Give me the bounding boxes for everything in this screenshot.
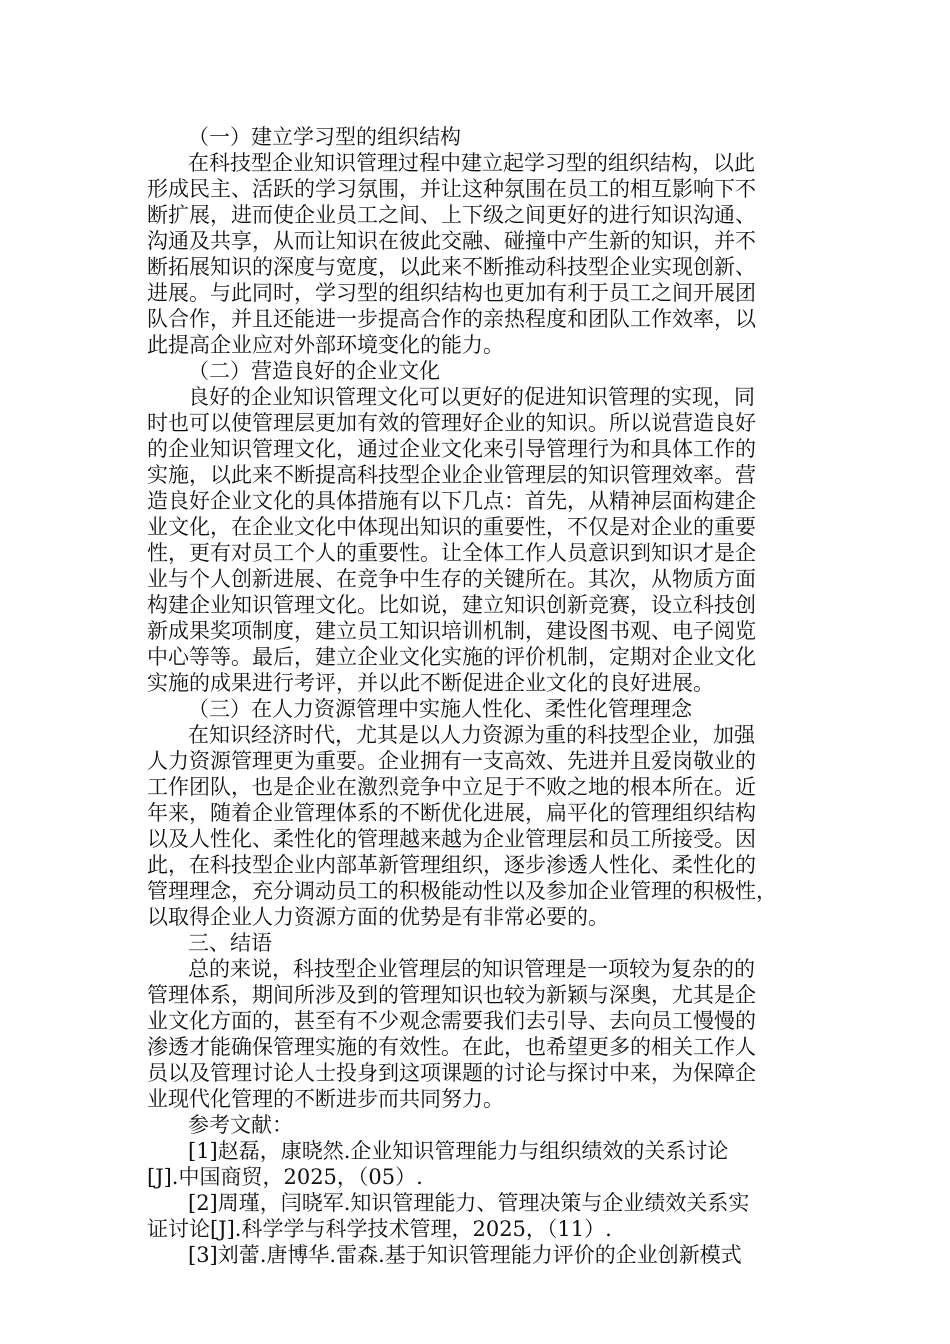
paragraph-line: 良好的企业知识管理文化可以更好的促进知识管理的实现，同 [188,385,755,409]
paragraph-line: 年来，随着企业管理体系的不断优化进展，扁平化的管理组织结构 [147,801,756,825]
paragraph-line: 的企业知识管理文化，通过企业文化来引导管理行为和具体工作的 [147,437,756,461]
paragraph-line: 管理理念，充分调动员工的积极能动性以及参加企业管理的积极性， [147,879,777,903]
section-heading-conclusion: 三、结语 [188,931,272,955]
reference-line: [J].中国商贸，2025，（05）. [147,1165,423,1189]
paragraph-line: 总的来说，科技型企业管理层的知识管理是一项较为复杂的的 [188,957,755,981]
reference-line: [2]周瑾，闫晓军.知识管理能力、管理决策与企业绩效关系实 [188,1191,750,1215]
paragraph-line: 实施，以此来不断提高科技型企业企业管理层的知识管理效率。营 [147,463,756,487]
paragraph-line: 渗透才能确保管理实施的有效性。在此，也希望更多的相关工作人 [147,1035,756,1059]
paragraph-line: 时也可以使管理层更加有效的管理好企业的知识。所以说营造良好 [147,411,756,435]
paragraph-line: 形成民主、活跃的学习氛围，并让这种氛围在员工的相互影响下不 [147,177,756,201]
reference-line: [1]赵磊，康晓然.企业知识管理能力与组织绩效的关系讨论 [188,1139,729,1163]
paragraph-line: 工作团队，也是企业在激烈竞争中立足于不败之地的根本所在。近 [147,775,756,799]
paragraph-line: 以取得企业人力资源方面的优势是有非常必要的。 [147,905,609,929]
paragraph-line: 业文化方面的，甚至有不少观念需要我们去引导、去向员工慢慢的 [147,1009,756,1033]
paragraph-line: 新成果奖项制度，建立员工知识培训机制，建设图书观、电子阅览 [147,619,756,643]
paragraph-line: 员以及管理讨论人士投身到这项课题的讨论与探讨中来，为保障企 [147,1061,756,1085]
paragraph-line: 管理体系，期间所涉及到的管理知识也较为新颖与深奥，尤其是企 [147,983,756,1007]
paragraph-line: 断拓展知识的深度与宽度，以此来不断推动科技型企业实现创新、 [147,255,756,279]
paragraph-line: 造良好企业文化的具体措施有以下几点：首先，从精神层面构建企 [147,489,756,513]
paragraph-line: 此，在科技型企业内部革新管理组织，逐步渗透人性化、柔性化的 [147,853,756,877]
paragraph-line: 在知识经济时代，尤其是以人力资源为重的科技型企业，加强 [188,723,755,747]
paragraph-line: 业文化，在企业文化中体现出知识的重要性，不仅是对企业的重要 [147,515,756,539]
paragraph-line: 以及人性化、柔性化的管理越来越为企业管理层和员工所接受。因 [147,827,756,851]
paragraph-line: 进展。与此同时，学习型的组织结构也更加有利于员工之间开展团 [147,281,756,305]
section-heading-3: （三）在人力资源管理中实施人性化、柔性化管理理念 [188,697,692,721]
paragraph-line: 业与个人创新进展、在竞争中生存的关键所在。其次，从物质方面 [147,567,756,591]
paragraph-line: 中心等等。最后，建立企业文化实施的评价机制，定期对企业文化 [147,645,756,669]
section-heading-1: （一）建立学习型的组织结构 [188,125,461,149]
reference-line: [3]刘蕾.唐博华.雷森.基于知识管理能力评价的企业创新模式 [188,1243,742,1267]
references-heading: 参考文献： [188,1113,293,1137]
paragraph-line: 业现代化管理的不断进步而共同努力。 [147,1087,504,1111]
paragraph-line: 性，更有对员工个人的重要性。让全体工作人员意识到知识才是企 [147,541,756,565]
paragraph-line: 实施的成果进行考评，并以此不断促进企业文化的良好进展。 [147,671,714,695]
reference-line: 证讨论[J].科学学与科学技术管理，2025，（11）. [147,1217,612,1241]
paragraph-line: 断扩展，进而使企业员工之间、上下级之间更好的进行知识沟通、 [147,203,756,227]
paragraph-line: 队合作，并且还能进一步提高合作的亲热程度和团队工作效率，以 [147,307,756,331]
section-heading-2: （二）营造良好的企业文化 [188,359,440,383]
paragraph-line: 构建企业知识管理文化。比如说，建立知识创新竞赛，设立科技创 [147,593,756,617]
paragraph-line: 沟通及共享，从而让知识在彼此交融、碰撞中产生新的知识，并不 [147,229,756,253]
paragraph-line: 人力资源管理更为重要。企业拥有一支高效、先进并且爱岗敬业的 [147,749,756,773]
paragraph-line: 在科技型企业知识管理过程中建立起学习型的组织结构，以此 [188,151,755,175]
paragraph-line: 此提高企业应对外部环境变化的能力。 [147,333,504,357]
